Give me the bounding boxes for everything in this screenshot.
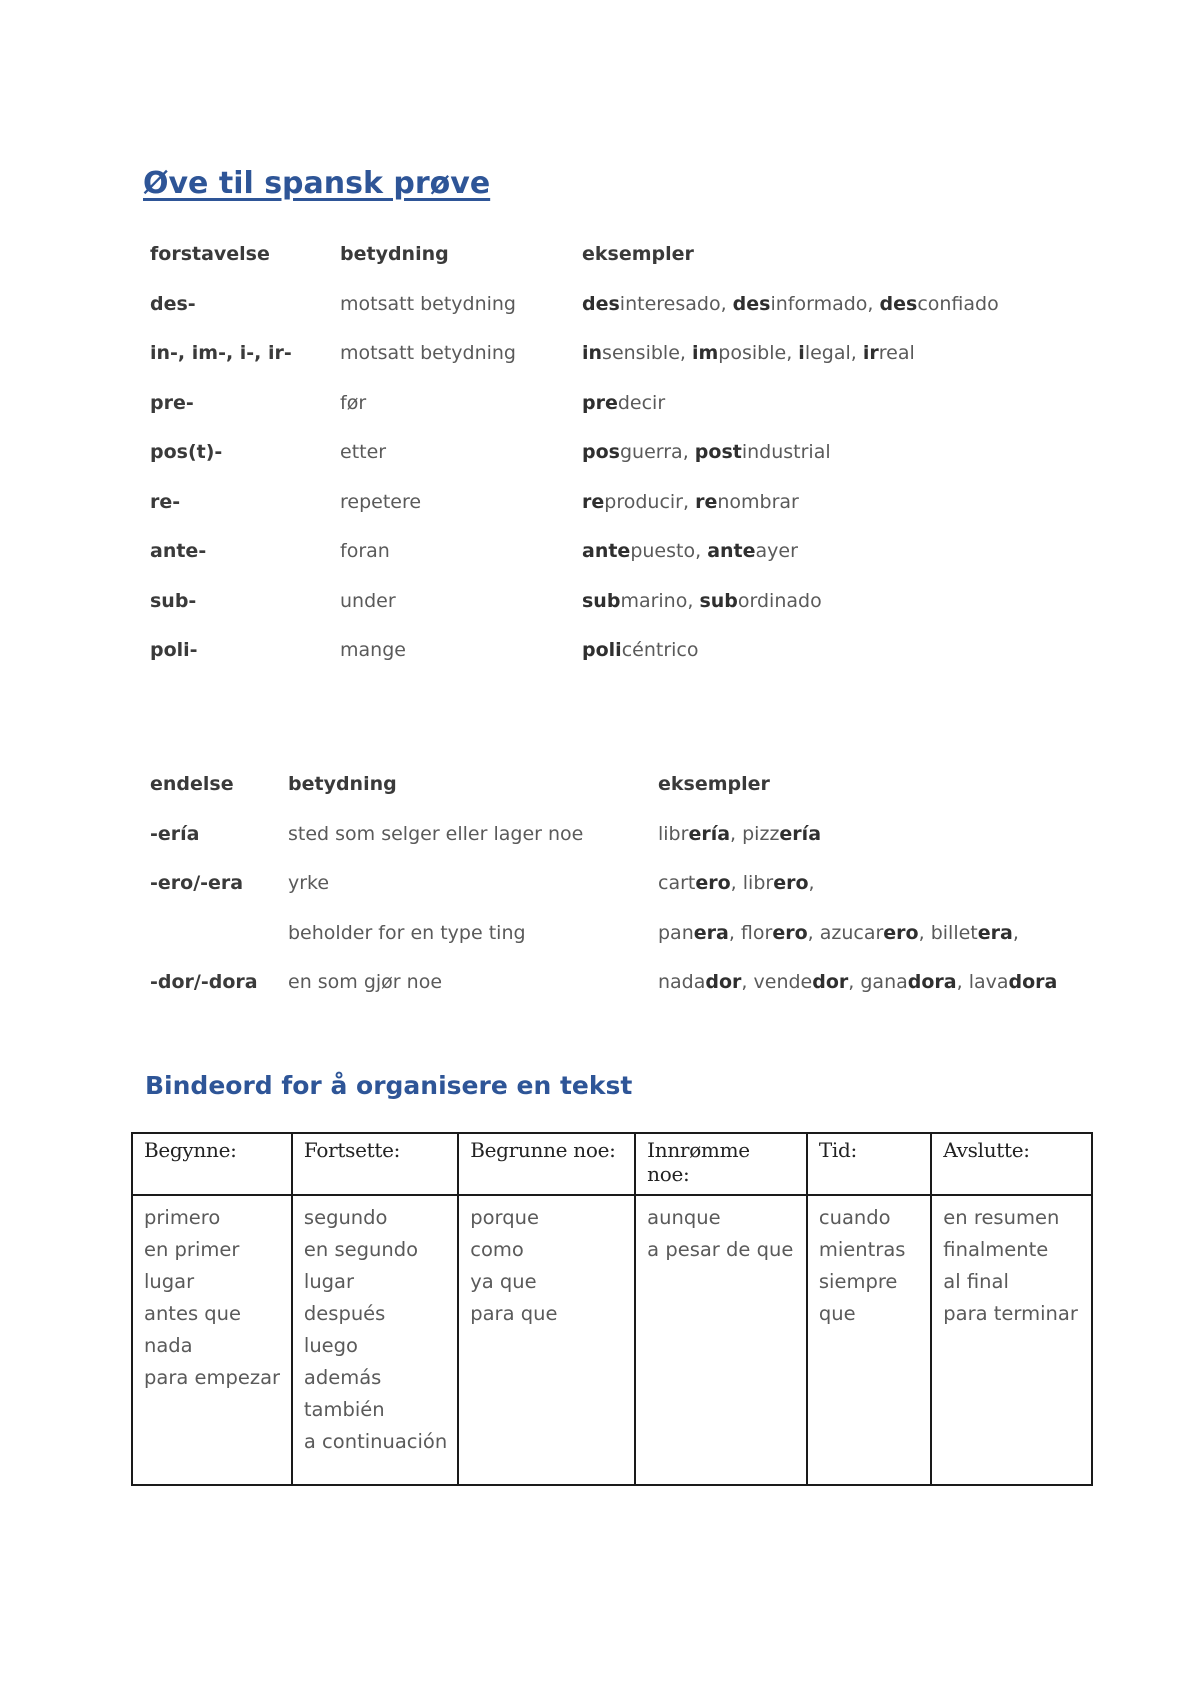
prefix-examples bbox=[582, 639, 698, 661]
example-word: panera bbox=[658, 921, 729, 944]
example-affix: dor bbox=[705, 971, 742, 993]
example-affix: re bbox=[582, 490, 605, 513]
example-word: azucarero bbox=[819, 921, 919, 944]
connector-word: porque bbox=[470, 1206, 539, 1229]
example-word: imposible bbox=[691, 342, 787, 364]
connector-list bbox=[635, 1195, 807, 1485]
connector-category: Avslutte: bbox=[931, 1133, 1092, 1195]
connector-word: en primer bbox=[144, 1238, 240, 1261]
prefix-meaning: foran bbox=[340, 540, 390, 562]
connector-word: para empezar bbox=[144, 1366, 281, 1389]
connector-word: lugar bbox=[303, 1270, 355, 1293]
suffix-label: -ero/-era bbox=[150, 872, 244, 894]
prefix-label: in-, im-, i-, ir- bbox=[150, 342, 292, 364]
suffix-examples: nadador, vendedor, ganadora, lavadora bbox=[658, 971, 1058, 993]
prefix-meaning: repetere bbox=[340, 490, 422, 513]
connector-category: Tid: bbox=[807, 1133, 931, 1195]
example-affix: im bbox=[691, 342, 719, 364]
example-affix: pre bbox=[582, 391, 618, 414]
example-affix: ería bbox=[779, 822, 822, 845]
column-header: eksempler bbox=[658, 773, 770, 795]
connector-word: antes que bbox=[144, 1302, 242, 1325]
connector-word: nada bbox=[144, 1334, 193, 1357]
example-word: antepuesto bbox=[582, 540, 696, 562]
connector-word: mientras bbox=[818, 1238, 906, 1261]
prefix-meaning: før bbox=[340, 391, 367, 414]
connector-word: luego bbox=[303, 1334, 358, 1357]
example-affix: dora bbox=[1008, 971, 1058, 993]
suffix-label: -ería bbox=[150, 822, 200, 845]
example-affix: ería bbox=[688, 822, 731, 845]
connector-list bbox=[458, 1195, 635, 1485]
example-affix: ante bbox=[707, 540, 756, 562]
example-word: librero bbox=[742, 872, 809, 894]
connector-word: finalmente bbox=[943, 1238, 1049, 1261]
connector-word: para terminar bbox=[943, 1302, 1078, 1325]
prefix-examples bbox=[582, 392, 665, 414]
example-affix: ero bbox=[772, 921, 808, 944]
example-word: lavadora bbox=[968, 971, 1058, 993]
prefix-label: sub- bbox=[150, 589, 197, 612]
prefix-examples: reproducir, renombrar bbox=[582, 490, 799, 513]
connector-word: en segundo bbox=[303, 1238, 419, 1261]
prefix-meaning: etter bbox=[340, 441, 387, 463]
prefix-examples: submarino, subordinado bbox=[582, 589, 822, 612]
example-affix: in bbox=[582, 342, 603, 364]
suffix-examples: librería, pizzería bbox=[658, 822, 822, 845]
example-affix: era bbox=[693, 921, 729, 944]
example-word: ilegal bbox=[798, 342, 851, 364]
example-affix: des bbox=[732, 292, 771, 315]
prefix-meaning: motsatt betydning bbox=[340, 342, 516, 364]
example-word: renombrar bbox=[695, 490, 799, 513]
connector-word: lugar bbox=[144, 1270, 195, 1293]
example-affix: des bbox=[879, 292, 918, 315]
connector-category: Begrunne noe: bbox=[458, 1133, 635, 1195]
example-affix: ero bbox=[773, 872, 809, 894]
connector-list bbox=[807, 1195, 931, 1485]
example-word: insensible bbox=[582, 342, 680, 364]
suffix-label: -dor/-dora bbox=[150, 971, 258, 993]
prefix-examples: posguerra, postindustrial bbox=[582, 441, 831, 463]
example-word: posguerra bbox=[582, 441, 683, 463]
connector-list bbox=[292, 1195, 458, 1485]
connector-word: a continuación bbox=[303, 1430, 448, 1453]
example-word: ganadora bbox=[860, 971, 957, 993]
suffix-meaning: beholder for en type ting bbox=[288, 921, 526, 944]
prefix-examples: antepuesto, anteayer bbox=[582, 540, 798, 562]
suffix-meaning: yrke bbox=[288, 872, 330, 894]
suffix-meaning: en som gjør noe bbox=[288, 971, 443, 993]
connectors-heading: Bindeord for å organisere en tekst bbox=[145, 1071, 633, 1100]
connectors-header-row bbox=[132, 1133, 1092, 1195]
connector-word: como bbox=[470, 1238, 524, 1261]
example-affix: era bbox=[977, 921, 1013, 944]
example-affix: i bbox=[798, 342, 805, 364]
suffix-meaning: sted som selger eller lager noe bbox=[288, 822, 584, 845]
connectors-body-row bbox=[132, 1195, 1092, 1485]
example-affix: dora bbox=[907, 971, 957, 993]
example-word: pizzería bbox=[742, 822, 822, 845]
connector-word: siempre bbox=[818, 1270, 898, 1293]
connector-word: que bbox=[818, 1302, 856, 1325]
example-word: desconfiado bbox=[879, 292, 999, 315]
connector-word: también bbox=[303, 1398, 385, 1421]
example-word: desinteresado bbox=[582, 292, 721, 315]
example-affix: ero bbox=[695, 872, 731, 894]
column-header: endelse bbox=[150, 773, 234, 795]
connector-word: primero bbox=[144, 1206, 221, 1229]
example-word: vendedor bbox=[753, 971, 849, 993]
page-title: Øve til spansk prøve bbox=[143, 166, 491, 201]
column-header: eksempler bbox=[582, 243, 694, 265]
connector-word: después bbox=[303, 1302, 386, 1325]
example-affix: pos bbox=[582, 441, 620, 463]
example-affix: re bbox=[695, 490, 718, 513]
connector-word: segundo bbox=[303, 1206, 388, 1229]
suffix-examples: cartero, librero, bbox=[658, 872, 815, 894]
connector-word: cuando bbox=[818, 1206, 891, 1229]
example-word: postindustrial bbox=[694, 441, 831, 463]
column-header: betydning bbox=[340, 243, 449, 265]
example-affix: sub bbox=[699, 589, 738, 612]
connector-list bbox=[132, 1195, 292, 1485]
connector-list bbox=[931, 1195, 1092, 1485]
prefix-examples: insensible, imposible, ilegal, irreal bbox=[582, 342, 915, 364]
prefix-label: re- bbox=[150, 490, 181, 513]
example-word: predecir bbox=[582, 391, 666, 414]
prefix-label: pos(t)- bbox=[150, 441, 223, 463]
connector-word: al final bbox=[943, 1270, 1009, 1293]
connectors-table bbox=[131, 1132, 1093, 1486]
example-word: desinformado bbox=[732, 292, 868, 315]
connector-word: en resumen bbox=[943, 1206, 1060, 1229]
connector-category: Innrømme noe: bbox=[635, 1133, 807, 1195]
example-word: nadador bbox=[658, 971, 742, 993]
prefix-meaning: mange bbox=[340, 639, 406, 661]
example-affix: des bbox=[582, 292, 620, 315]
connector-word: para que bbox=[470, 1302, 558, 1325]
example-word: billetera bbox=[930, 921, 1013, 944]
suffix-examples: panera, florero, azucarero, billetera, bbox=[658, 921, 1019, 944]
example-affix: ante bbox=[582, 540, 631, 562]
example-word: reproducir bbox=[582, 490, 683, 513]
prefix-examples: desinteresado, desinformado, desconfiado bbox=[582, 292, 999, 315]
prefix-label: ante- bbox=[150, 540, 207, 562]
column-header: forstavelse bbox=[150, 243, 270, 265]
connector-category: Begynne: bbox=[132, 1133, 292, 1195]
prefix-label: poli- bbox=[150, 639, 198, 661]
example-affix: post bbox=[694, 441, 742, 463]
example-word: librería bbox=[658, 822, 731, 845]
example-affix: ir bbox=[862, 342, 879, 364]
connector-word: ya que bbox=[470, 1270, 537, 1293]
example-word: submarino bbox=[582, 589, 688, 612]
example-affix: poli bbox=[582, 639, 622, 661]
prefix-label: pre- bbox=[150, 391, 194, 414]
connector-word: además bbox=[303, 1366, 382, 1389]
prefix-meaning: motsatt betydning bbox=[340, 292, 516, 315]
example-word: anteayer bbox=[707, 540, 798, 562]
example-affix: dor bbox=[812, 971, 849, 993]
example-word: florero bbox=[740, 921, 808, 944]
example-affix: ero bbox=[883, 921, 919, 944]
example-affix: sub bbox=[582, 589, 621, 612]
example-word: irreal bbox=[862, 342, 915, 364]
connector-category: Fortsette: bbox=[292, 1133, 458, 1195]
connector-word: a pesar de que bbox=[647, 1238, 794, 1261]
column-header: betydning bbox=[288, 773, 397, 795]
prefix-meaning: under bbox=[340, 589, 396, 612]
example-word: policéntrico bbox=[582, 639, 699, 661]
prefix-label: des- bbox=[150, 292, 196, 315]
example-word: subordinado bbox=[699, 589, 822, 612]
connector-word: aunque bbox=[647, 1206, 721, 1229]
example-word: cartero bbox=[658, 872, 731, 894]
